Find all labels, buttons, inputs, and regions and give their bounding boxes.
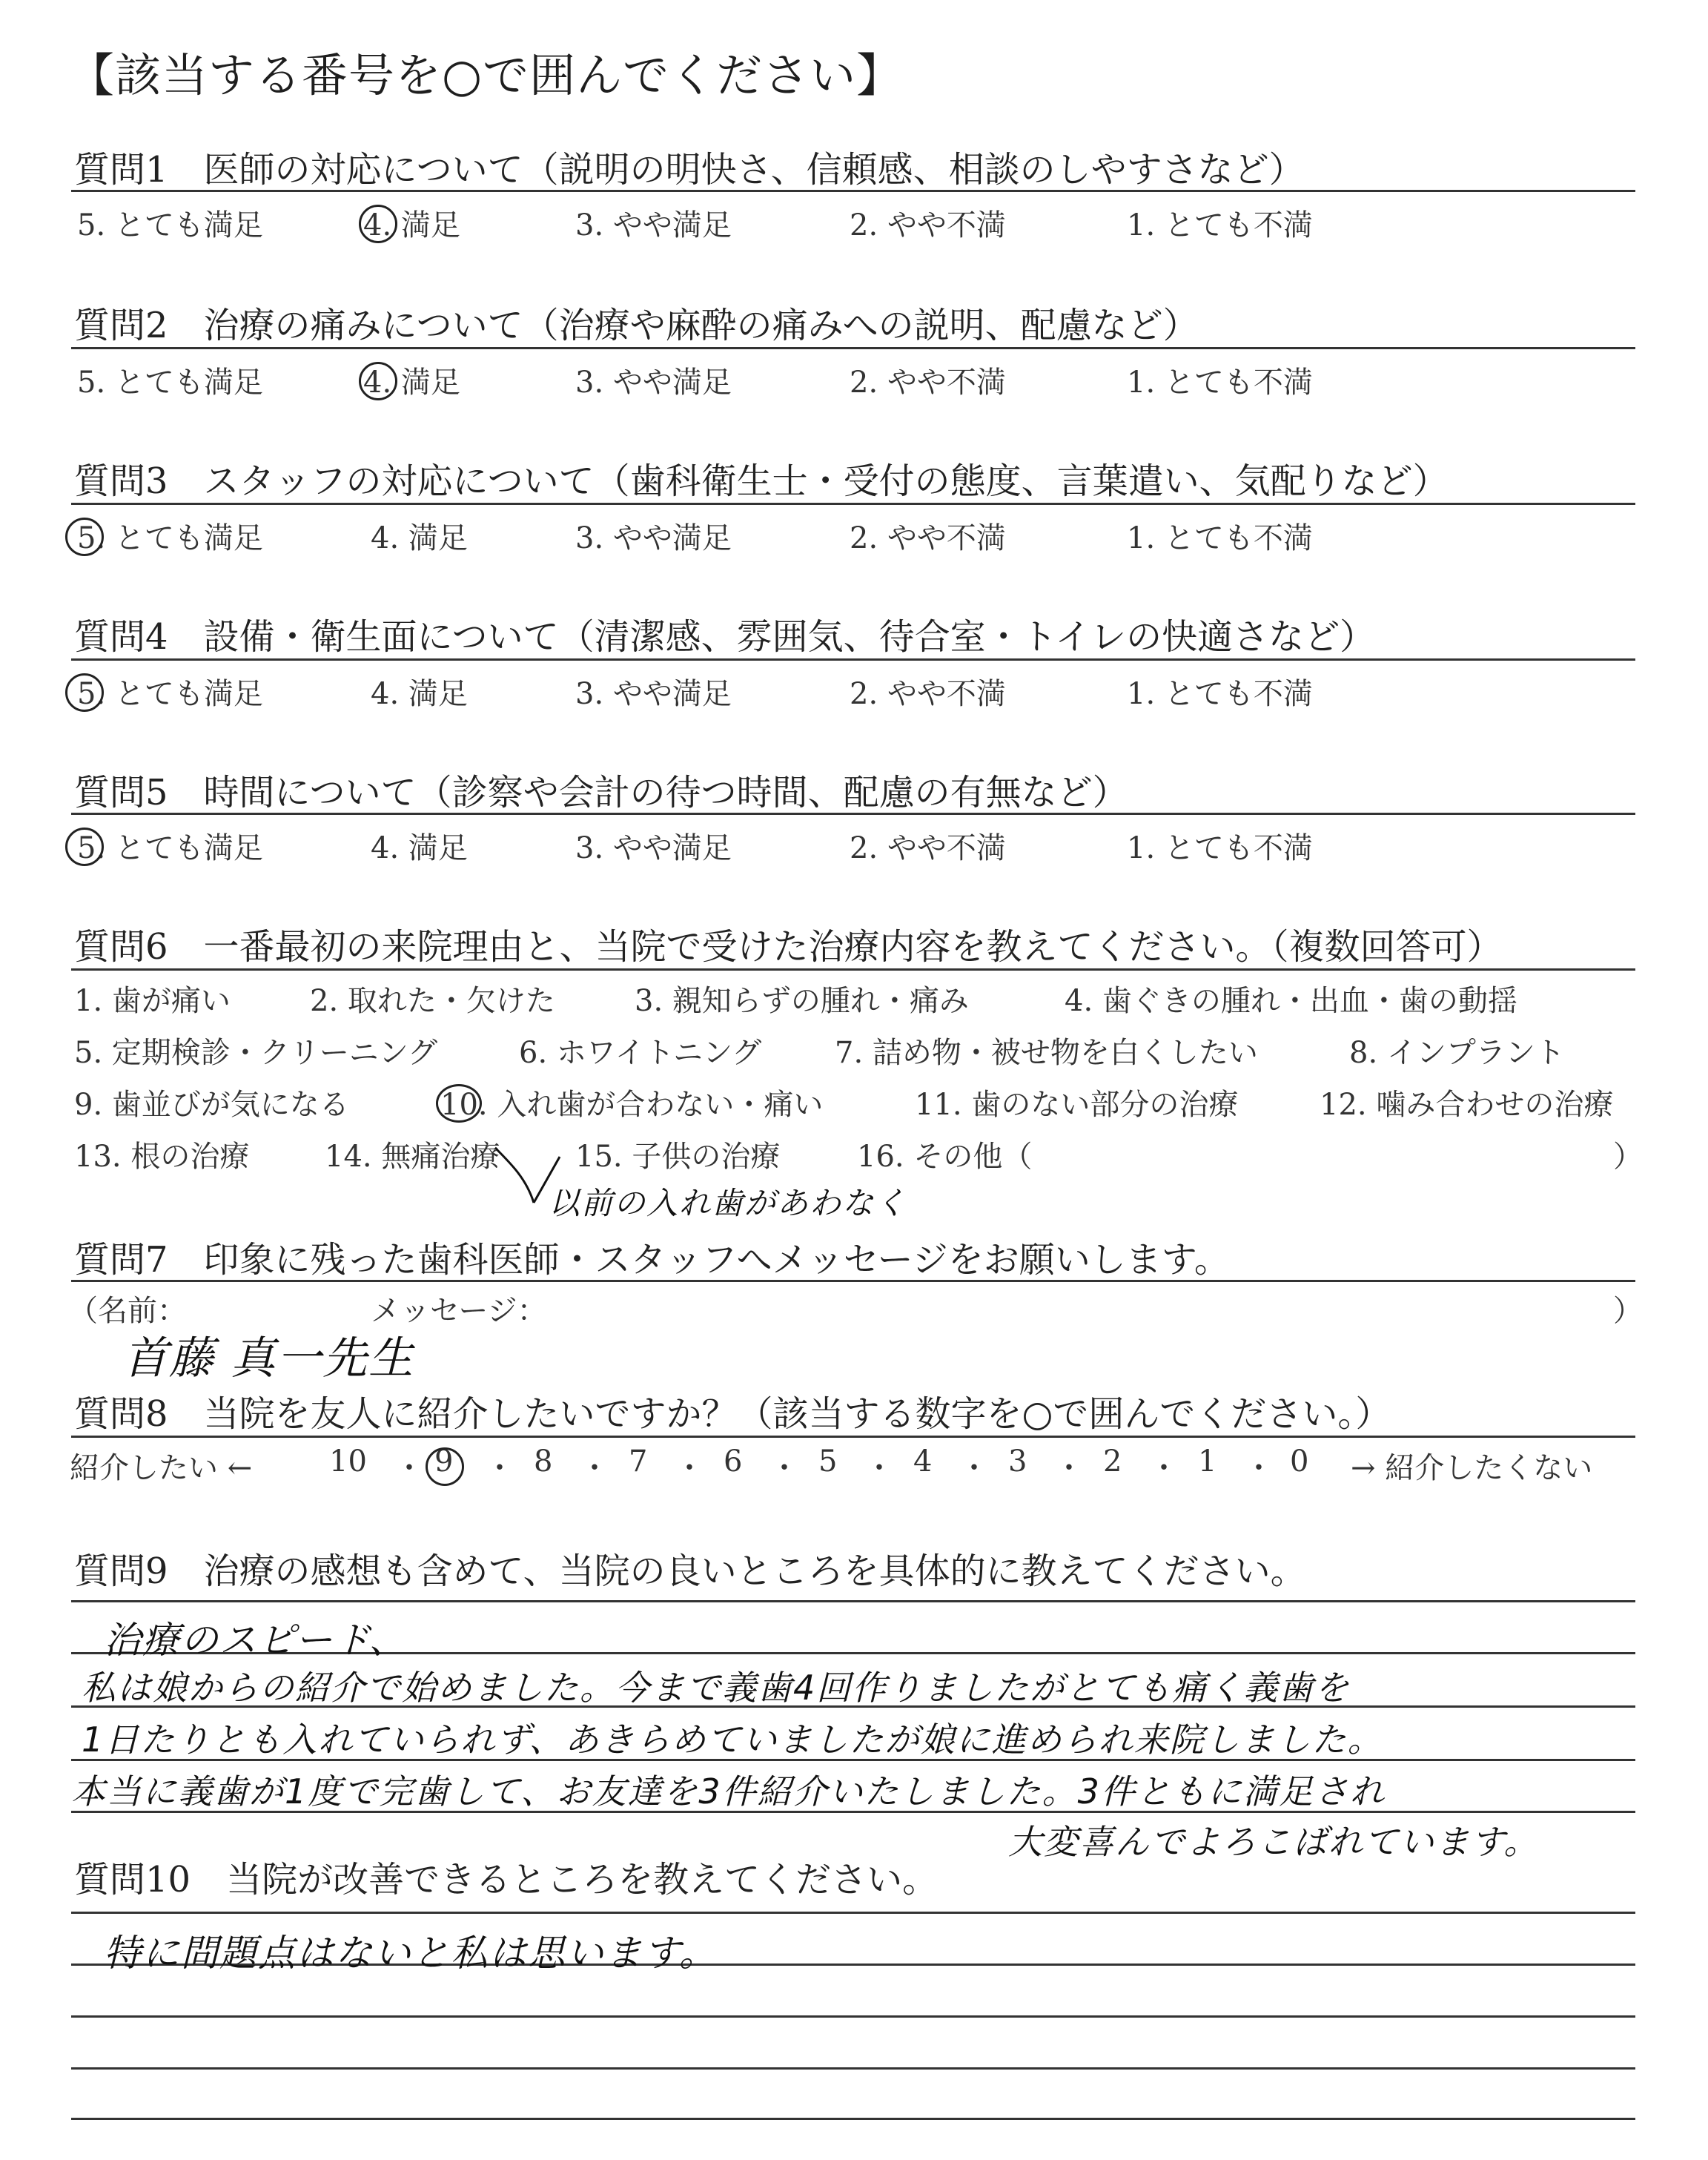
q6-option-8[interactable]: 8. インプラント xyxy=(1349,1036,1565,1070)
q6-handwritten-note: 以前の入れ歯があわなく xyxy=(549,1185,908,1221)
q5-option-5[interactable]: 5. とても満足 xyxy=(77,831,263,865)
q6-option-3[interactable]: 3. 親知らずの腫れ・痛み xyxy=(635,984,969,1018)
recommend-left-label: 紹介したい ← xyxy=(70,1451,253,1485)
selection-circle xyxy=(359,205,397,243)
q6-option-11[interactable]: 11. 歯のない部分の治療 xyxy=(915,1088,1239,1122)
recommend-right-label: → 紹介したくない xyxy=(1351,1451,1593,1485)
scale-2[interactable]: 2 xyxy=(1103,1444,1122,1479)
message-label: メッセージ： xyxy=(371,1294,547,1328)
q2-option-5[interactable]: 5. とても満足 xyxy=(77,366,263,400)
q3-option-3[interactable]: 3. やや満足 xyxy=(575,521,732,555)
scale-separator: ・ xyxy=(485,1451,514,1485)
q7-handwritten-name: 首藤 真一先生 xyxy=(123,1332,415,1384)
q9-handwritten-line: 1日たりとも入れていられず、あきらめていましたが娘に進められ来院しました。 xyxy=(82,1720,1383,1760)
scale-3[interactable]: 3 xyxy=(1008,1444,1027,1479)
q6-option-14[interactable]: 14. 無痛治療 xyxy=(325,1140,500,1174)
divider xyxy=(71,190,1635,192)
q1-option-4[interactable]: 4. 満足 xyxy=(363,208,460,242)
scale-separator: ・ xyxy=(769,1451,799,1485)
q2-option-3[interactable]: 3. やや満足 xyxy=(575,366,732,400)
q6-option-1[interactable]: 1. 歯が痛い xyxy=(74,984,231,1018)
q6-option-10[interactable]: 10. 入れ歯が合わない・痛い xyxy=(440,1088,824,1122)
scale-4[interactable]: 4 xyxy=(913,1444,933,1479)
divider xyxy=(71,503,1635,505)
q6-option-16[interactable]: 16. その他（ xyxy=(857,1140,1033,1174)
question-7-title: 質問7 印象に残った歯科医師・スタッフへメッセージをお願いします。 xyxy=(74,1239,1230,1281)
scale-separator: ・ xyxy=(675,1451,704,1485)
q1-option-5[interactable]: 5. とても満足 xyxy=(77,208,263,242)
q9-handwritten-line: 治療のスピード、 xyxy=(104,1619,408,1662)
q6-option-5[interactable]: 5. 定期検診・クリーニング xyxy=(74,1036,438,1070)
q4-option-5[interactable]: 5. とても満足 xyxy=(77,677,263,711)
writing-line xyxy=(71,2118,1635,2120)
q3-option-2[interactable]: 2. やや不満 xyxy=(850,521,1006,555)
divider xyxy=(71,813,1635,815)
q4-option-3[interactable]: 3. やや満足 xyxy=(575,677,732,711)
question-6-title: 質問6 一番最初の来院理由と、当院で受けた治療内容を教えてください。（複数回答可） xyxy=(74,926,1503,968)
q5-option-2[interactable]: 2. やや不満 xyxy=(850,831,1006,865)
q4-option-2[interactable]: 2. やや不満 xyxy=(850,677,1006,711)
q3-option-4[interactable]: 4. 満足 xyxy=(371,521,468,555)
scale-separator: ・ xyxy=(1054,1451,1084,1485)
writing-line xyxy=(71,2015,1635,2018)
question-3-title: 質問3 スタッフの対応について（歯科衛生士・受付の態度、言葉遣い、気配りなど） xyxy=(74,460,1449,502)
q5-option-4[interactable]: 4. 満足 xyxy=(371,831,468,865)
scale-separator: ・ xyxy=(1244,1451,1274,1485)
q6-option-6[interactable]: 6. ホワイトニング xyxy=(519,1036,762,1070)
selection-circle xyxy=(65,828,104,866)
scale-8[interactable]: 8 xyxy=(534,1444,553,1479)
q2-option-2[interactable]: 2. やや不満 xyxy=(850,366,1006,400)
q4-option-1[interactable]: 1. とても不満 xyxy=(1127,677,1313,711)
q9-handwritten-line: 私は娘からの紹介で始めました。今まで義歯4回作りましたがとても痛く義歯を xyxy=(82,1668,1351,1708)
name-label: （名前： xyxy=(68,1294,187,1328)
divider xyxy=(71,1280,1635,1282)
q10-handwritten-line: 特に問題点はないと私は思います。 xyxy=(104,1932,718,1975)
q6-option-9[interactable]: 9. 歯並びが気になる xyxy=(74,1088,349,1122)
selection-circle xyxy=(65,518,104,556)
q6-option-2[interactable]: 2. 取れた・欠けた xyxy=(310,984,555,1018)
divider xyxy=(71,658,1635,661)
q1-option-2[interactable]: 2. やや不満 xyxy=(850,208,1006,242)
q6-option-15[interactable]: 15. 子供の治療 xyxy=(575,1140,781,1174)
selection-circle xyxy=(426,1447,464,1486)
q5-option-1[interactable]: 1. とても不満 xyxy=(1127,831,1313,865)
scale-separator: ・ xyxy=(1149,1451,1179,1485)
q1-option-3[interactable]: 3. やや満足 xyxy=(575,208,732,242)
divider xyxy=(71,347,1635,349)
q6-option-4[interactable]: 4. 歯ぐきの腫れ・出血・歯の動揺 xyxy=(1065,984,1517,1018)
q6-option-13[interactable]: 13. 根の治療 xyxy=(74,1140,250,1174)
q1-option-1[interactable]: 1. とても不満 xyxy=(1127,208,1313,242)
question-5-title: 質問5 時間について（診察や会計の待つ時間、配慮の有無など） xyxy=(74,772,1128,813)
q2-option-1[interactable]: 1. とても不満 xyxy=(1127,366,1313,400)
scale-7[interactable]: 7 xyxy=(629,1444,648,1479)
q6-option-12[interactable]: 12. 噛み合わせの治療 xyxy=(1320,1088,1614,1122)
scale-separator: ・ xyxy=(580,1451,609,1485)
divider xyxy=(71,1436,1635,1438)
writing-line xyxy=(71,1600,1635,1602)
scale-separator: ・ xyxy=(394,1451,424,1485)
form-heading: 【該当する番号を○で囲んでください】 xyxy=(68,48,904,102)
q6-option-7[interactable]: 7. 詰め物・被せ物を白くしたい xyxy=(835,1036,1258,1070)
scale-10[interactable]: 10 xyxy=(329,1444,367,1479)
scale-separator: ・ xyxy=(864,1451,894,1485)
question-8-title: 質問8 当院を友人に紹介したいですか？（該当する数字を○で囲んでください。） xyxy=(74,1393,1391,1435)
close-paren: ） xyxy=(1613,1140,1643,1174)
scale-5[interactable]: 5 xyxy=(818,1444,838,1479)
selection-circle xyxy=(359,362,397,400)
selection-circle xyxy=(436,1084,482,1123)
question-1-title: 質問1 医師の対応について（説明の明快さ、信頼感、相談のしやすさなど） xyxy=(74,149,1305,191)
q9-handwritten-line: 大変喜んでよろこばれています。 xyxy=(1008,1822,1540,1862)
selection-circle xyxy=(65,673,104,712)
question-2-title: 質問2 治療の痛みについて（治療や麻酔の痛みへの説明、配慮など） xyxy=(74,305,1199,346)
q3-option-5[interactable]: 5. とても満足 xyxy=(77,521,263,555)
scale-6[interactable]: 6 xyxy=(724,1444,743,1479)
writing-line xyxy=(71,1912,1635,1914)
q3-option-1[interactable]: 1. とても不満 xyxy=(1127,521,1313,555)
close-paren: ） xyxy=(1613,1294,1643,1328)
divider xyxy=(71,968,1635,971)
scale-9[interactable]: 9 xyxy=(434,1444,454,1479)
question-10-title: 質問10 当院が改善できるところを教えてください。 xyxy=(74,1859,939,1900)
question-9-title: 質問9 治療の感想も含めて、当院の良いところを具体的に教えてください。 xyxy=(74,1550,1306,1592)
q5-option-3[interactable]: 3. やや満足 xyxy=(575,831,732,865)
scale-separator: ・ xyxy=(959,1451,989,1485)
q4-option-4[interactable]: 4. 満足 xyxy=(371,677,468,711)
q9-handwritten-line: 本当に義歯が1度で完歯して、お友達を3件紹介いたしました。3件ともに満足され xyxy=(71,1771,1386,1811)
scale-0[interactable]: 0 xyxy=(1290,1444,1309,1479)
writing-line xyxy=(71,2067,1635,2070)
scale-1[interactable]: 1 xyxy=(1198,1444,1217,1479)
question-4-title: 質問4 設備・衛生面について（清潔感、雰囲気、待合室・トイレの快適さなど） xyxy=(74,616,1376,658)
q2-option-4[interactable]: 4. 満足 xyxy=(363,366,460,400)
